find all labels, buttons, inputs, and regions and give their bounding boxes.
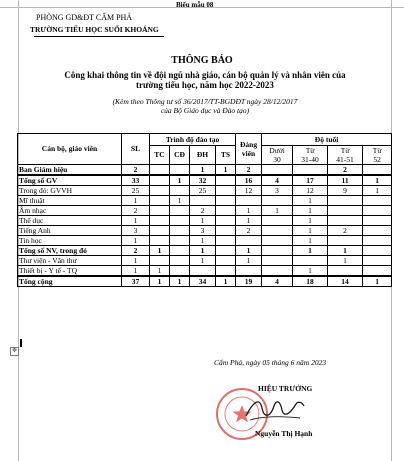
age-41-51-line1: Từ	[340, 146, 350, 155]
table-cell	[236, 266, 262, 277]
table-cell: 1	[293, 236, 328, 246]
table-cell	[216, 266, 236, 277]
text-cursor	[20, 339, 22, 347]
table-cell	[328, 196, 363, 206]
header-age-under30	[262, 146, 293, 165]
table-cell: 1	[170, 196, 190, 206]
table-cell: 34	[190, 276, 216, 287]
table-row	[18, 165, 392, 176]
table-cell: 1	[122, 256, 150, 266]
principal-title: HIỆU TRƯỞNG	[258, 384, 313, 393]
table-cell: 1	[293, 216, 328, 226]
table-cell	[262, 216, 293, 226]
table-cell	[363, 236, 392, 246]
table-cell: 1	[236, 246, 262, 256]
table-cell: 1	[190, 246, 216, 256]
table-cell	[363, 226, 392, 236]
table-row	[18, 276, 392, 287]
table-cell	[170, 226, 190, 236]
age-under30-line2: 30	[273, 155, 281, 164]
table-cell	[150, 165, 170, 176]
header-party	[236, 134, 262, 165]
table-cell	[170, 216, 190, 226]
header-age-41-51	[328, 146, 363, 165]
row-label: Thư viện - Văn thư	[18, 256, 122, 266]
table-cell: 2	[122, 246, 150, 256]
row-label: Mĩ thuật	[18, 196, 122, 206]
table-cell: 1	[293, 246, 328, 256]
table-cell	[363, 246, 392, 256]
table-cell: 1	[190, 165, 216, 176]
table-cell	[170, 236, 190, 246]
row-label: Âm nhạc	[18, 206, 122, 216]
table-cell	[363, 165, 392, 176]
table-cell: 1	[216, 165, 236, 176]
signature-stroke	[246, 402, 304, 416]
subtitle-line-1: Công khai thông tin về đội ngũ nhà giáo, cán bộ quản lý và nhân viên của	[64, 70, 346, 80]
table-cell: 32	[190, 175, 216, 186]
header-party-line2: viên	[241, 149, 256, 158]
table-cell	[170, 206, 190, 216]
table-row	[18, 216, 392, 226]
header-age-31-40	[293, 146, 328, 165]
header-training: Trình độ đào tạo	[150, 134, 236, 146]
table-cell: 33	[122, 175, 150, 186]
table-cell: 19	[236, 276, 262, 287]
table-cell: 1	[170, 276, 190, 287]
school-name: TRƯỜNG TIỂU HỌC SUỐI KHOÁNG	[30, 25, 159, 34]
table-cell: 3	[262, 186, 293, 196]
table-cell: 1	[190, 256, 216, 266]
table-cell	[150, 186, 170, 196]
table-cell: 2	[122, 165, 150, 176]
table-cell	[262, 196, 293, 206]
reference-line-2: của Bộ Giáo dục và Đào tạo)	[160, 106, 250, 115]
header-cd: CĐ	[170, 146, 190, 165]
table-cell: 11	[328, 175, 363, 186]
notice-title: THÔNG BÁO	[171, 55, 233, 66]
table-cell	[216, 246, 236, 256]
age-52-line2: 52	[373, 155, 381, 164]
table-cell: 1	[262, 206, 293, 216]
table-row	[18, 196, 392, 206]
table-cell: 12	[293, 186, 328, 196]
table-cell	[170, 246, 190, 256]
table-cell: 4	[262, 276, 293, 287]
table-cell: 1	[170, 175, 190, 186]
table-cell	[262, 246, 293, 256]
table-row	[18, 236, 392, 246]
table-row	[18, 226, 392, 236]
table-cell: 2	[328, 165, 363, 176]
table-cell: 2	[328, 226, 363, 236]
move-icon[interactable]: ✥	[11, 348, 18, 354]
table-cell: 2	[236, 226, 262, 236]
table-cell	[262, 165, 293, 176]
table-cell	[216, 175, 236, 186]
table-cell	[262, 266, 293, 277]
table-cell	[150, 256, 170, 266]
table-cell	[150, 216, 170, 226]
row-label: Trong đó: GVVH	[18, 186, 122, 196]
table-cell: 1	[216, 276, 236, 287]
table-cell: 1	[293, 206, 328, 216]
table-cell	[150, 226, 170, 236]
table-cell	[262, 226, 293, 236]
row-label: Tổng cộng	[18, 276, 122, 287]
form-number: Biểu mẫu 08	[176, 1, 214, 9]
table-cell: 1	[150, 266, 170, 277]
staff-table	[17, 133, 392, 287]
header-count: SL	[122, 134, 150, 165]
table-row	[18, 206, 392, 216]
age-31-40-line2: 31-40	[301, 155, 319, 164]
row-label: Thiết bị - Y tế - TQ	[18, 266, 122, 277]
table-cell	[216, 196, 236, 206]
table-cell: 1	[293, 266, 328, 277]
table-cell	[190, 196, 216, 206]
table-cell: 1	[150, 246, 170, 256]
subtitle-line-2: trường tiểu học, năm học 2022-2023	[136, 80, 274, 90]
row-label: Ban Giám hiệu	[18, 165, 122, 176]
table-cell	[262, 236, 293, 246]
table-cell	[293, 165, 328, 176]
age-41-51-line2: 41-51	[336, 155, 354, 164]
row-label: Tổng số NV, trong đó	[18, 246, 122, 256]
table-row	[18, 266, 392, 277]
table-row	[18, 186, 392, 196]
header-age-52	[363, 146, 392, 165]
table-cell	[216, 186, 236, 196]
table-cell	[150, 236, 170, 246]
table-cell: 1	[122, 196, 150, 206]
table-cell	[363, 256, 392, 266]
table-cell: 1	[363, 175, 392, 186]
table-cell: 37	[122, 276, 150, 287]
header-party-line1: Đảng	[240, 140, 258, 149]
table-cell: 1	[363, 186, 392, 196]
table-cell	[236, 196, 262, 206]
table-cell: 1	[328, 256, 363, 266]
signature-underline	[250, 417, 300, 420]
table-cell: 1	[363, 276, 392, 287]
table-cell: 2	[236, 165, 262, 176]
table-cell	[150, 196, 170, 206]
table-cell: 17	[293, 175, 328, 186]
table-cell: 1	[236, 256, 262, 266]
table-row	[18, 256, 392, 266]
row-label: Tin học	[18, 236, 122, 246]
table-cell	[363, 196, 392, 206]
table-cell	[293, 256, 328, 266]
staff-table-body	[18, 165, 392, 287]
table-cell	[236, 236, 262, 246]
header-age: Độ tuổi	[262, 134, 392, 146]
table-cell	[216, 256, 236, 266]
table-cell	[216, 206, 236, 216]
table-cell: 4	[262, 175, 293, 186]
table-cell: 1	[190, 236, 216, 246]
table-cell	[170, 186, 190, 196]
age-under30-line1: Dưới	[269, 146, 285, 155]
table-cell: 2	[190, 206, 216, 216]
table-cell	[328, 236, 363, 246]
table-cell	[170, 256, 190, 266]
table-cell: 1	[122, 236, 150, 246]
table-row	[18, 246, 392, 256]
table-cell: 1	[236, 216, 262, 226]
table-cell	[363, 206, 392, 216]
table-cell: 18	[293, 276, 328, 287]
table-cell	[363, 216, 392, 226]
header-staff: Cán bộ, giáo viên	[18, 134, 122, 165]
table-cell	[363, 266, 392, 277]
table-cell: 9	[328, 186, 363, 196]
table-cell: 1	[293, 226, 328, 236]
table-cell	[328, 206, 363, 216]
table-cell: 1	[150, 276, 170, 287]
table-cell: 1	[328, 246, 363, 256]
table-cell: 1	[293, 196, 328, 206]
table-cell	[170, 165, 190, 176]
principal-signature	[240, 394, 310, 424]
table-cell	[190, 266, 216, 277]
age-31-40-line1: Từ	[305, 146, 315, 155]
signer-name: Nguyễn Thị Hạnh	[255, 429, 313, 438]
table-cell: 25	[122, 186, 150, 196]
notice-reference	[40, 97, 370, 115]
place-date: Cẩm Phả, ngày 05 tháng 6 năm 2023	[214, 358, 327, 367]
table-cell: 1	[122, 216, 150, 226]
row-label: Tổng số GV	[18, 175, 122, 186]
table-cell	[216, 216, 236, 226]
table-row	[18, 175, 392, 186]
row-label: Thể dục	[18, 216, 122, 226]
table-cell: 1	[122, 266, 150, 277]
table-cell	[150, 175, 170, 186]
table-cell	[216, 236, 236, 246]
table-cell: 1	[190, 216, 216, 226]
table-cell: 3	[190, 226, 216, 236]
notice-subtitle	[20, 70, 390, 90]
table-cell: 2	[122, 206, 150, 216]
header-tc: TC	[150, 146, 170, 165]
table-cell: 16	[236, 175, 262, 186]
header-dh: ĐH	[190, 146, 216, 165]
age-52-line1: Từ	[372, 146, 382, 155]
table-cell: 14	[328, 276, 363, 287]
agency-name: PHÒNG GD&ĐT CẨM PHẢ	[36, 13, 133, 22]
table-cell: 12	[236, 186, 262, 196]
table-cell: 1	[236, 206, 262, 216]
row-label: Tiếng Anh	[18, 226, 122, 236]
table-cell	[328, 266, 363, 277]
table-cell	[328, 216, 363, 226]
school-underline	[34, 36, 164, 37]
header-ts: TS	[216, 146, 236, 165]
table-cell	[262, 256, 293, 266]
table-cell	[216, 226, 236, 236]
table-cell	[170, 266, 190, 277]
table-cell: 25	[190, 186, 216, 196]
reference-line-1: (Kèm theo Thông tư số 36/2017/TT-BGDĐT ngày 28/12/2017	[112, 97, 298, 106]
table-cell	[150, 206, 170, 216]
table-cell: 3	[122, 226, 150, 236]
